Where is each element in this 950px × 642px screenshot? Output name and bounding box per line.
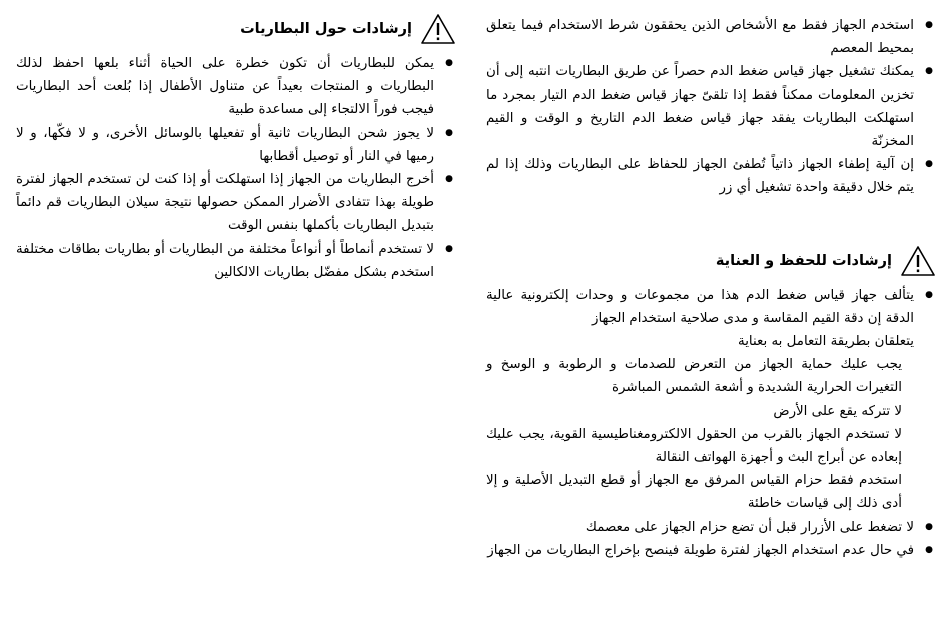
usage-list [486,14,936,200]
handling-point: لا تتركه يقع على الأرض [773,403,902,419]
battery-list [16,52,456,284]
list-item: ● لا يجوز شحن البطاريات ثانية أو تفعيلها بالوسائل الأخرى، و لا فكّها، و لا رميها في النار أو توصيل أقطابها [16,122,456,168]
handling-label: يتعلقان بطريقة التعامل به بعناية [738,334,914,350]
list-item: ● استخدم الجهاز فقط مع الأشخاص الذين يحققون شرط الاستخدام فيما يتعلق بمحيط المعصم [486,14,936,60]
warning-triangle-icon [900,245,936,277]
list-item: ● لا تستخدم أنماطاً أو أنواعاً مختلفة من البطاريات أو بطاريات بطاقات مختلفة استخدم بشكل مفضّل بطاريات الالكالين [16,238,456,284]
handling-point: استخدم فقط حزام القياس المرفق مع الجهاز أو قطع التبديل الأصلية و إلا أدى ذلك إلى قياسات خاطئة [486,473,902,512]
handling-point: لا تستخدم الجهاز بالقرب من الحقول الالكترومغناطيسية القوية، يجب عليك إبعاده عن أبراج البث و أجهزة الهواتف النقالة [486,426,902,466]
battery-title: إرشادات حول البطاريات [240,21,412,37]
right-column [486,8,936,562]
handling-point: يجب عليك حماية الجهاز من التعرض للصدمات و الرطوبة و الوسخ و التغيرات الحرارية الشديدة و أشعة الشمس المباشرة [486,357,902,396]
battery-heading [16,8,456,50]
list-item: ● لا تضغط على الأزرار قبل أن تضع حزام الجهاز على معصمك [486,516,936,539]
list-item: ● أخرج البطاريات من الجهاز إذا استهلكت أو إذا كنت لن تستخدم الجهاز لفترة طويلة بهذا تتفادى الأضرار الممكن حصولها نتيجة سيلان البطاريات قم دائماً بتبديل البطاريات بأكملها بنفس الوقت [16,168,456,238]
final-list [486,516,936,562]
care-list [486,284,936,330]
left-column [16,8,456,284]
list-item: ● في حال عدم استخدام الجهاز لفترة طويلة فينصح بإخراج البطاريات من الجهاز [486,539,936,562]
care-title: إرشادات للحفظ و العناية [715,252,892,269]
care-heading [486,240,936,282]
list-item: ● يمكنك تشغيل جهاز قياس ضغط الدم حصراً عن طريق البطاريات انتبه إلى أن تخزين المعلومات ممكناً فقط إذا تلقىّ جهاز قياس ضغط الدم التيار بمجرد ما استهلكت البطاريات يفقد جهاز قياس ضغط الدم التاريخ و الوقت و القيم المخزنّة [486,60,936,153]
list-item: ● إن آلية إطفاء الجهاز ذاتياً تُطفئ الجهاز للحفاظ على البطاريات وذلك إذا لم يتم خلال دقيقة واحدة تشغيل أي زر [486,153,936,199]
warning-triangle-icon [420,13,456,45]
list-item: ● يمكن للبطاريات أن تكون خطرة على الحياة أثناء بلعها احفظ لذلك البطاريات و المنتجات بعيداً عن متناول الأطفال إذا بُلعت أحد البطاريات فيجب فوراً الالتجاء إلى مساعدة طبية [16,52,456,122]
list-item: ● يتألف جهاز قياس ضغط الدم هذا من مجموعات و وحدات إلكترونية عالية الدقة إن دقة القيم المقاسة و مدى صلاحية استخدام الجهاز [486,284,936,330]
